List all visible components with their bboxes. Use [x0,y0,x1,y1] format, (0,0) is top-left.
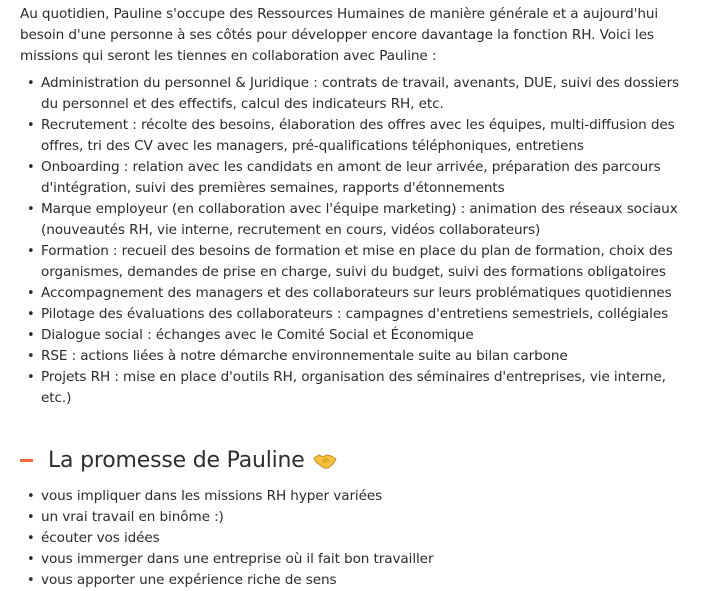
list-item: • vous apporter une expérience riche de sens [41,570,692,591]
list-item: • Accompagnement des managers et des collaborateurs sur leurs problématiques quotidiennes [41,283,692,304]
bullet-icon: • [27,160,35,175]
handshake-icon [313,451,337,471]
bullet-icon: • [27,307,35,322]
bullet-icon: • [27,489,35,504]
promises-list [20,486,692,591]
list-item: • Administration du personnel & Juridique : contrats de travail, avenants, DUE, suivi des dossiers du personnel et des effectifs, calcul des indicateurs RH, etc. [27,75,680,112]
list-item: • Projets RH : mise en place d'outils RH, organisation des séminaires d'entreprises, vie interne, etc.) [27,369,666,406]
missions-list [20,73,692,409]
list-item: • Onboarding : relation avec les candidats en amont de leur arrivée, préparation des parcours d'intégration, suivi des premières semaines, rapports d'étonnements [27,159,661,196]
bullet-icon: • [27,118,35,133]
list-item: • vous immerger dans une entreprise où il fait bon travailler [41,549,692,570]
list-item: • RSE : actions liées à notre démarche environnementale suite au bilan carbone [41,346,692,367]
bullet-icon: • [27,328,35,343]
bullet-icon: • [27,531,35,546]
bullet-icon: • [27,349,35,364]
section-title: La promesse de Pauline [48,448,337,473]
list-item: • Formation : recueil des besoins de formation et mise en place du plan de formation, choix des organismes, demandes de prise en charge, suivi du budget, suivi des formations obligatoires [27,243,673,280]
list-item: • Recrutement : récolte des besoins, élaboration des offres avec les équipes, multi-diffusion des offres, tri des CV avec les managers, pré-qualifications téléphoniques, entretiens [27,117,675,154]
accent-dash [20,459,33,462]
bullet-icon: • [27,370,35,385]
intro-paragraph: Au quotidien, Pauline s'occupe des Ressources Humaines de manière générale et a aujourd'hui besoin d'une personne à ses côtés pour développer encore davantage la fonction RH. Voici les missions qui seront les tiennes en collaboration avec Pauline : [20,6,659,64]
list-item: • Pilotage des évaluations des collaborateurs : campagnes d'entretiens semestriels, collégiales [41,304,692,325]
section-heading [20,443,692,477]
list-item: • Marque employeur (en collaboration avec l'équipe marketing) : animation des réseaux sociaux (nouveautés RH, vie interne, recrutement en cours, vidéos collaborateurs) [27,201,678,238]
bullet-icon: • [27,552,35,567]
list-item: • écouter vos idées [41,528,692,549]
list-item: • Dialogue social : échanges avec le Comité Social et Économique [41,325,692,346]
bullet-icon: • [27,286,35,301]
list-item: • un vrai travail en binôme :) [41,507,692,528]
bullet-icon: • [27,573,35,588]
list-item: • vous impliquer dans les missions RH hyper variées [41,486,692,507]
bullet-icon: • [27,202,35,217]
bullet-icon: • [27,244,35,259]
bullet-icon: • [27,510,35,525]
bullet-icon: • [27,76,35,91]
